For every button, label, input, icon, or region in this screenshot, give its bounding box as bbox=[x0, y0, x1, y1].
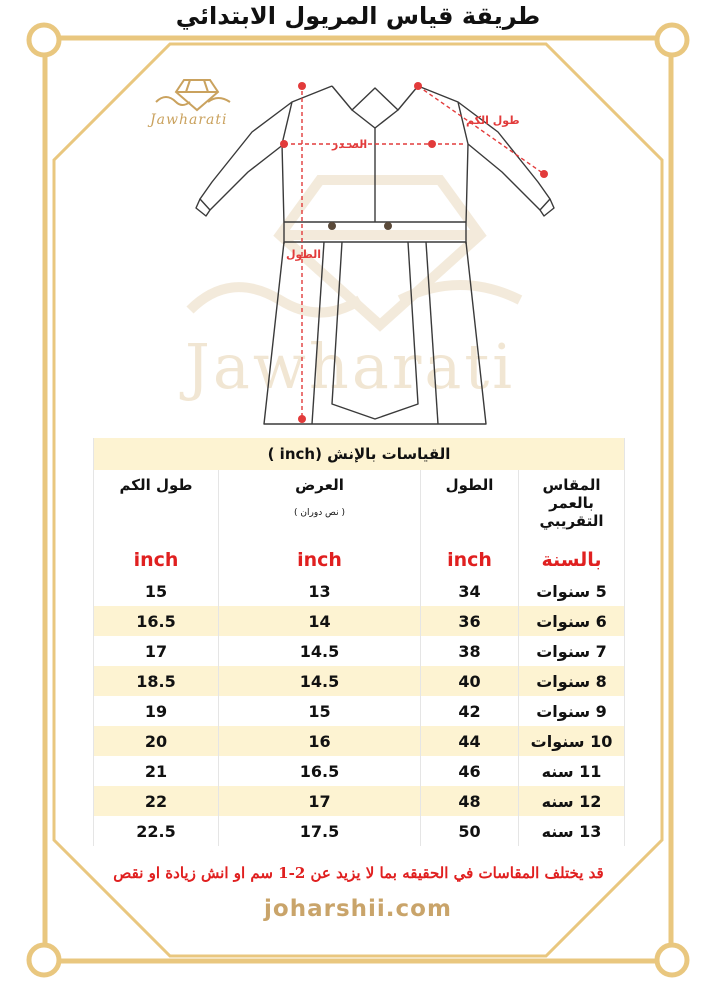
sleeve-length-label: طول الكم bbox=[466, 114, 520, 127]
cell-length: 34 bbox=[421, 576, 519, 606]
table-row bbox=[94, 636, 625, 666]
cell-age: 12 سنه bbox=[519, 786, 625, 816]
unit-length: inch bbox=[421, 544, 519, 576]
cell-width: 17 bbox=[219, 786, 421, 816]
table-caption: القياسات بالإنش (inch ) bbox=[94, 438, 625, 470]
header-size: المقاس بالعمر التقريبي bbox=[519, 470, 625, 544]
header-width-cell bbox=[219, 470, 421, 544]
cell-width: 13 bbox=[219, 576, 421, 606]
cell-sleeve: 16.5 bbox=[94, 606, 219, 636]
cell-width: 16 bbox=[219, 726, 421, 756]
cell-length: 42 bbox=[421, 696, 519, 726]
cell-length: 36 bbox=[421, 606, 519, 636]
cell-age: 11 سنه bbox=[519, 756, 625, 786]
table-row bbox=[94, 606, 625, 636]
cell-sleeve: 15 bbox=[94, 576, 219, 606]
cell-age: 9 سنوات bbox=[519, 696, 625, 726]
table-row bbox=[94, 696, 625, 726]
table-row bbox=[94, 576, 625, 606]
cell-width: 14.5 bbox=[219, 666, 421, 696]
cell-length: 48 bbox=[421, 786, 519, 816]
cell-sleeve: 22.5 bbox=[94, 816, 219, 846]
size-table bbox=[93, 438, 625, 846]
table-header-row bbox=[94, 470, 625, 544]
size-disclaimer: قد يختلف المقاسات في الحقيقه بما لا يزيد عن 2-1 سم او انش زيادة او نقص bbox=[113, 864, 604, 882]
cell-age: 8 سنوات bbox=[519, 666, 625, 696]
logo-text: Jawharati bbox=[150, 112, 228, 128]
cell-length: 50 bbox=[421, 816, 519, 846]
table-row bbox=[94, 756, 625, 786]
header-length: الطول bbox=[421, 470, 519, 544]
website-url: joharshii.com bbox=[264, 896, 452, 922]
cell-sleeve: 20 bbox=[94, 726, 219, 756]
unit-size: بالسنة bbox=[519, 544, 625, 576]
cell-sleeve: 17 bbox=[94, 636, 219, 666]
cell-sleeve: 22 bbox=[94, 786, 219, 816]
table-units-row bbox=[94, 544, 625, 576]
cell-length: 46 bbox=[421, 756, 519, 786]
watermark-text: Jawharati bbox=[185, 330, 516, 403]
cell-sleeve: 19 bbox=[94, 696, 219, 726]
header-sleeve: طول الكم bbox=[94, 470, 219, 544]
cell-width: 14 bbox=[219, 606, 421, 636]
header-width-note: ( نص دوران ) bbox=[294, 508, 345, 518]
table-row bbox=[94, 666, 625, 696]
cell-width: 15 bbox=[219, 696, 421, 726]
cell-age: 10 سنوات bbox=[519, 726, 625, 756]
cell-age: 7 سنوات bbox=[519, 636, 625, 666]
table-caption-row bbox=[94, 438, 625, 470]
length-label: الطول bbox=[286, 248, 322, 261]
table-row bbox=[94, 726, 625, 756]
page-title: طريقة قياس المريول الابتدائي bbox=[175, 2, 541, 30]
unit-width: inch bbox=[219, 544, 421, 576]
cell-width: 14.5 bbox=[219, 636, 421, 666]
cell-length: 40 bbox=[421, 666, 519, 696]
cell-age: 5 سنوات bbox=[519, 576, 625, 606]
cell-width: 17.5 bbox=[219, 816, 421, 846]
cell-age: 6 سنوات bbox=[519, 606, 625, 636]
cell-age: 13 سنه bbox=[519, 816, 625, 846]
dress-diagram bbox=[192, 74, 558, 434]
cell-width: 16.5 bbox=[219, 756, 421, 786]
header-width: العرض bbox=[295, 476, 344, 494]
table-row bbox=[94, 816, 625, 846]
chest-label: الصـدر bbox=[332, 138, 368, 151]
cell-length: 44 bbox=[421, 726, 519, 756]
cell-sleeve: 21 bbox=[94, 756, 219, 786]
unit-sleeve: inch bbox=[94, 544, 219, 576]
cell-length: 38 bbox=[421, 636, 519, 666]
cell-sleeve: 18.5 bbox=[94, 666, 219, 696]
table-row bbox=[94, 786, 625, 816]
